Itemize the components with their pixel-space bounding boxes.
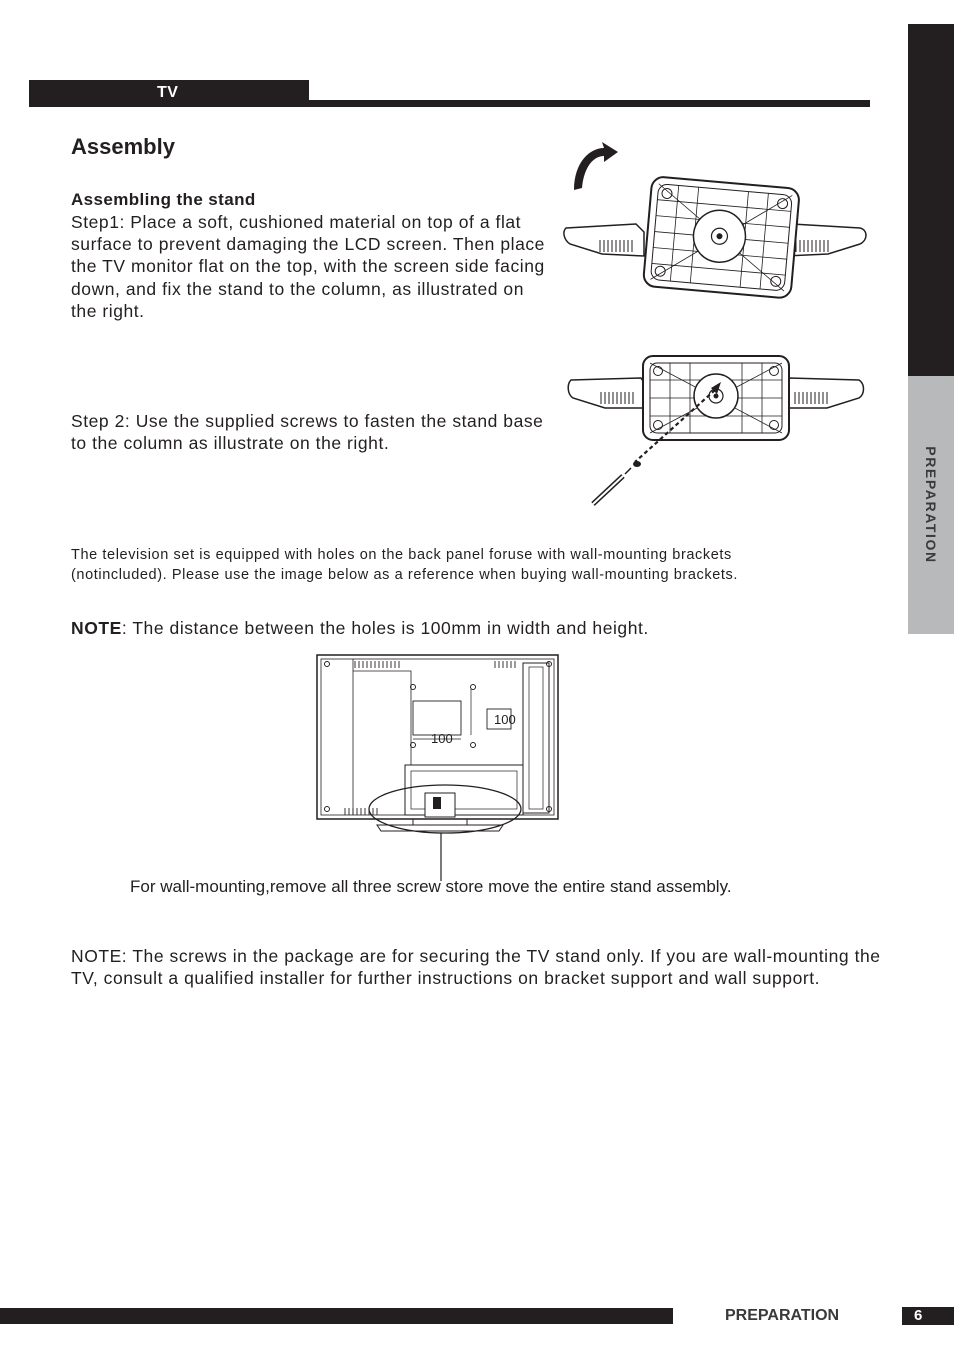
page-number: 6 <box>914 1307 923 1324</box>
stand-attach-illustration <box>560 140 872 305</box>
screw-icon <box>633 461 641 467</box>
footer-section-label: PREPARATION <box>725 1307 840 1324</box>
hole-width-label: 100 <box>431 731 453 746</box>
tv-back-panel-illustration <box>315 653 565 883</box>
header-tab <box>29 80 309 107</box>
header-tab-label: TV <box>157 84 179 101</box>
page-number-box <box>902 1307 954 1325</box>
header-rule <box>309 100 870 107</box>
screw-fasten-illustration <box>565 350 870 515</box>
hole-height-label: 100 <box>494 712 516 727</box>
side-tab-dark <box>908 24 954 376</box>
wall-mount-description: The television set is equipped with holes on the back panel foruse with wall-mounting brackets (notincluded). Please use the image below as a reference when buying wall-mounting brackets. <box>71 547 738 583</box>
final-note: NOTE: The screws in the package are for securing the TV stand only. If you are wall-mounting the TV, consult a qualified installer for further instructions on bracket support and wall support. <box>71 946 881 989</box>
wall-mount-caption: For wall-mounting,remove all three screw store move the entire stand assembly. <box>130 877 732 896</box>
note-text: : The distance between the holes is 100mm in width and height. <box>121 618 649 638</box>
side-tab-label: PREPARATION <box>923 446 939 564</box>
step1-text: Step1: Place a soft, cushioned material on top of a flat surface to prevent damaging the LCD screen. Then place the TV monitor flat on the top, with the screen side facing down, and fix the stand to the column, as illustrated on the right. <box>71 212 545 321</box>
section-subtitle: Assembling the stand <box>71 190 256 209</box>
screwdriver-icon <box>593 468 631 504</box>
rotate-arrow-icon <box>574 142 618 190</box>
footer-bar <box>0 1308 673 1324</box>
step2-text: Step 2: Use the supplied screws to fasten the stand base to the column as illustrate on the right. <box>71 411 544 454</box>
note-label: NOTE <box>71 618 122 638</box>
hole-distance-note <box>71 618 649 639</box>
section-title: Assembly <box>71 134 175 159</box>
